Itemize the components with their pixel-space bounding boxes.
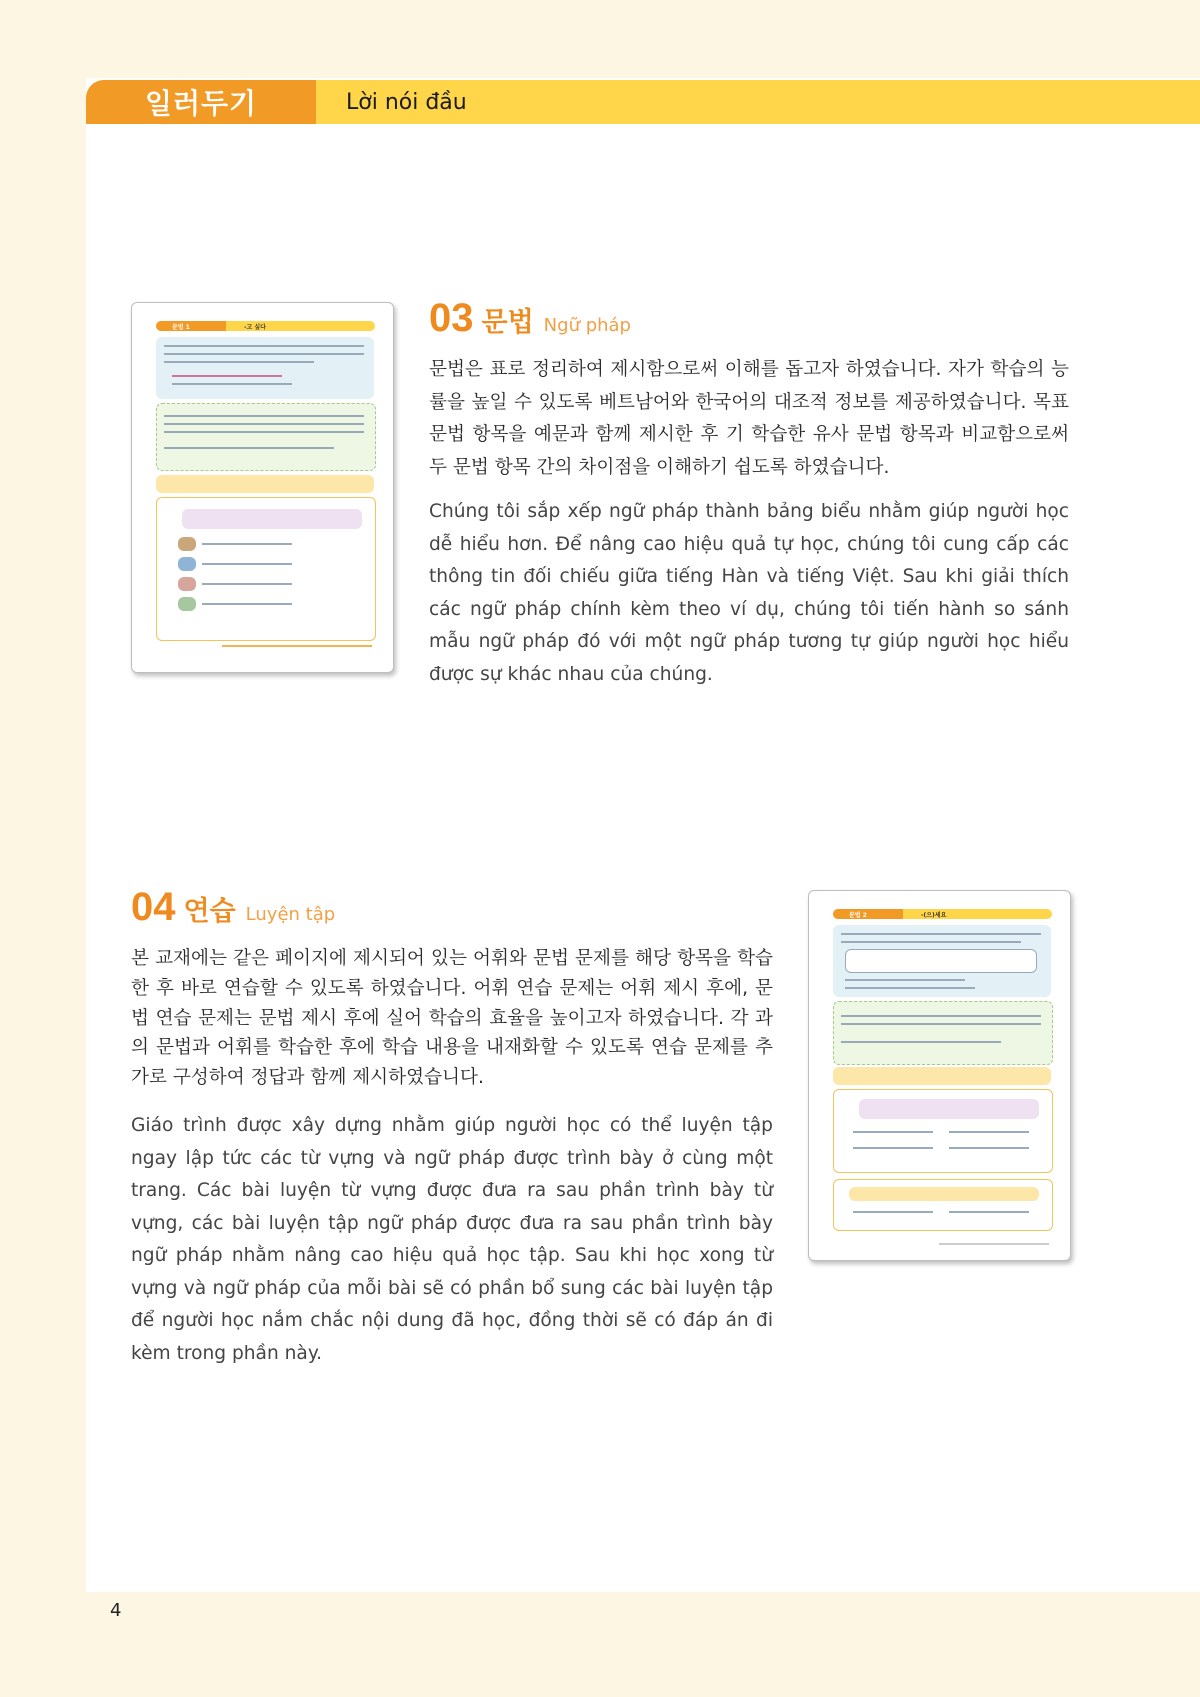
thumb-text-line <box>172 383 292 385</box>
thumb-compare-box <box>833 1001 1053 1065</box>
thumb-picture <box>178 577 196 591</box>
thumb-title-label: 문법 1 <box>172 324 190 331</box>
section-title-vi: Luyện tập <box>245 904 336 925</box>
practice-page-thumbnail <box>808 890 1071 1261</box>
thumb-text-line <box>845 979 965 981</box>
section-title-ko: 문법 <box>481 307 534 338</box>
thumb-text-line <box>853 1211 933 1213</box>
thumb-text-line <box>841 941 1021 943</box>
page-number: 4 <box>110 1600 122 1621</box>
section-title-vi: Ngữ pháp <box>543 315 631 336</box>
thumb-text-line <box>841 1023 1041 1025</box>
thumb-question-box <box>156 475 374 493</box>
thumb-picture <box>178 537 196 551</box>
section-4-paragraph-ko: 본 교재에는 같은 페이지에 제시되어 있는 어휘와 문법 문제를 해당 항목을 학습한 후 바로 연습할 수 있도록 하였습니다. 어휘 연습 문제는 어휘 제시 후에, 문법 연습 문제는 문법 제시 후에 실어 학습의 효율을 높이고자 하였습니다. 각 과의 문법과 어휘를 학습한 후에 학습 내용을 내재화할 수 있도록 연습 문제를 추가로 구성하여 정답과 함께 제시하였습니다. <box>131 948 774 1089</box>
header-tab: 일러두기 <box>86 80 316 124</box>
section-number: 04 <box>131 885 176 929</box>
thumb-compare-box <box>156 403 376 471</box>
thumb-text-line <box>841 1041 1001 1043</box>
thumb-text-line <box>164 353 364 355</box>
thumb-text-line <box>202 563 292 565</box>
section-3-paragraph-ko: 문법은 표로 정리하여 제시함으로써 이해를 돕고자 하였습니다. 자가 학습의 능률을 높일 수 있도록 베트남어와 한국어의 대조적 정보를 제공하였습니다. 목표 문법 항목을 예문과 함께 제시한 후 기 학습한 유사 문법 항목과 비교함으로써 두 문법 항목 간의 차이점을 이해하기 쉽도록 하였습니다. <box>429 359 1069 478</box>
section-3-paragraph-vi: Chúng tôi sắp xếp ngữ pháp thành bảng biểu nhằm giúp người học dễ hiểu hơn. Để nâng cao hiệu quả tự học, chúng tôi cung cấp các thông tin đối chiếu giữa tiếng Hàn và tiếng Việt. Sau khi giải thích các ngữ pháp chính kèm theo ví dụ, chúng tôi tiến hành so sánh mẫu ngữ pháp đó với một ngữ pháp tương tự giúp người học hiểu được sự khác nhau của chúng. <box>429 501 1069 685</box>
thumb-footer-line <box>222 645 372 647</box>
section-4-paragraph-vi: Giáo trình được xây dựng nhằm giúp người học có thể luyện tập ngay lập tức các từ vựng và ngữ pháp được trình bày ở cùng một trang. Các bài luyện từ vựng được đưa ra sau phần trình bày từ vựng, các bài luyện tập ngữ pháp được đưa ra sau phần trình bày ngữ pháp nhằm nâng cao hiệu quả học tập. Sau khi học xong từ vựng và ngữ pháp của mỗi bài sẽ có phần bổ sung các bài luyện tập để người học nắm chắc nội dung đã học, đồng thời sẽ có đáp án đi kèm trong phần này. <box>131 1115 773 1364</box>
thumb-picture <box>178 557 196 571</box>
thumb-text-line <box>172 375 282 377</box>
thumb-text-line <box>949 1147 1029 1149</box>
thumb-text-line <box>949 1131 1029 1133</box>
thumb-title-sub: -(으)세요 <box>921 912 947 919</box>
section-3-heading <box>429 296 631 341</box>
thumb-example-box <box>182 509 362 529</box>
thumb-text-line <box>845 987 975 989</box>
thumb-text-line <box>949 1211 1029 1213</box>
section-title-ko: 연습 <box>183 896 236 927</box>
thumb-text-line <box>164 345 364 347</box>
thumb-text-line <box>164 361 314 363</box>
thumb-title-tab <box>156 321 226 331</box>
thumb-footer-line <box>939 1243 1049 1245</box>
thumb-table <box>845 949 1037 973</box>
thumb-text-line <box>164 447 334 449</box>
thumb-title-sub: -고 싶다 <box>244 324 266 331</box>
thumb-title-tab <box>833 909 903 919</box>
thumb-text-line <box>841 933 1041 935</box>
thumb-text-line <box>164 423 364 425</box>
section-number: 03 <box>429 296 474 340</box>
thumb-text-line <box>853 1131 933 1133</box>
thumb-text-line <box>841 1015 1041 1017</box>
thumb-question-box <box>833 1067 1051 1085</box>
thumb-text-line <box>853 1147 933 1149</box>
thumb-text-line <box>202 603 292 605</box>
thumb-text-line <box>164 431 364 433</box>
thumb-title-label: 문법 2 <box>849 912 867 919</box>
section-4-heading <box>131 885 335 930</box>
thumb-text-line <box>202 543 292 545</box>
thumb-example-box <box>859 1099 1039 1119</box>
thumb-text-line <box>202 583 292 585</box>
thumb-picture <box>178 597 196 611</box>
thumb-question-box <box>849 1187 1039 1201</box>
thumb-text-line <box>164 415 364 417</box>
header-title: Lời nói đầu <box>346 89 467 115</box>
grammar-page-thumbnail <box>131 302 394 673</box>
